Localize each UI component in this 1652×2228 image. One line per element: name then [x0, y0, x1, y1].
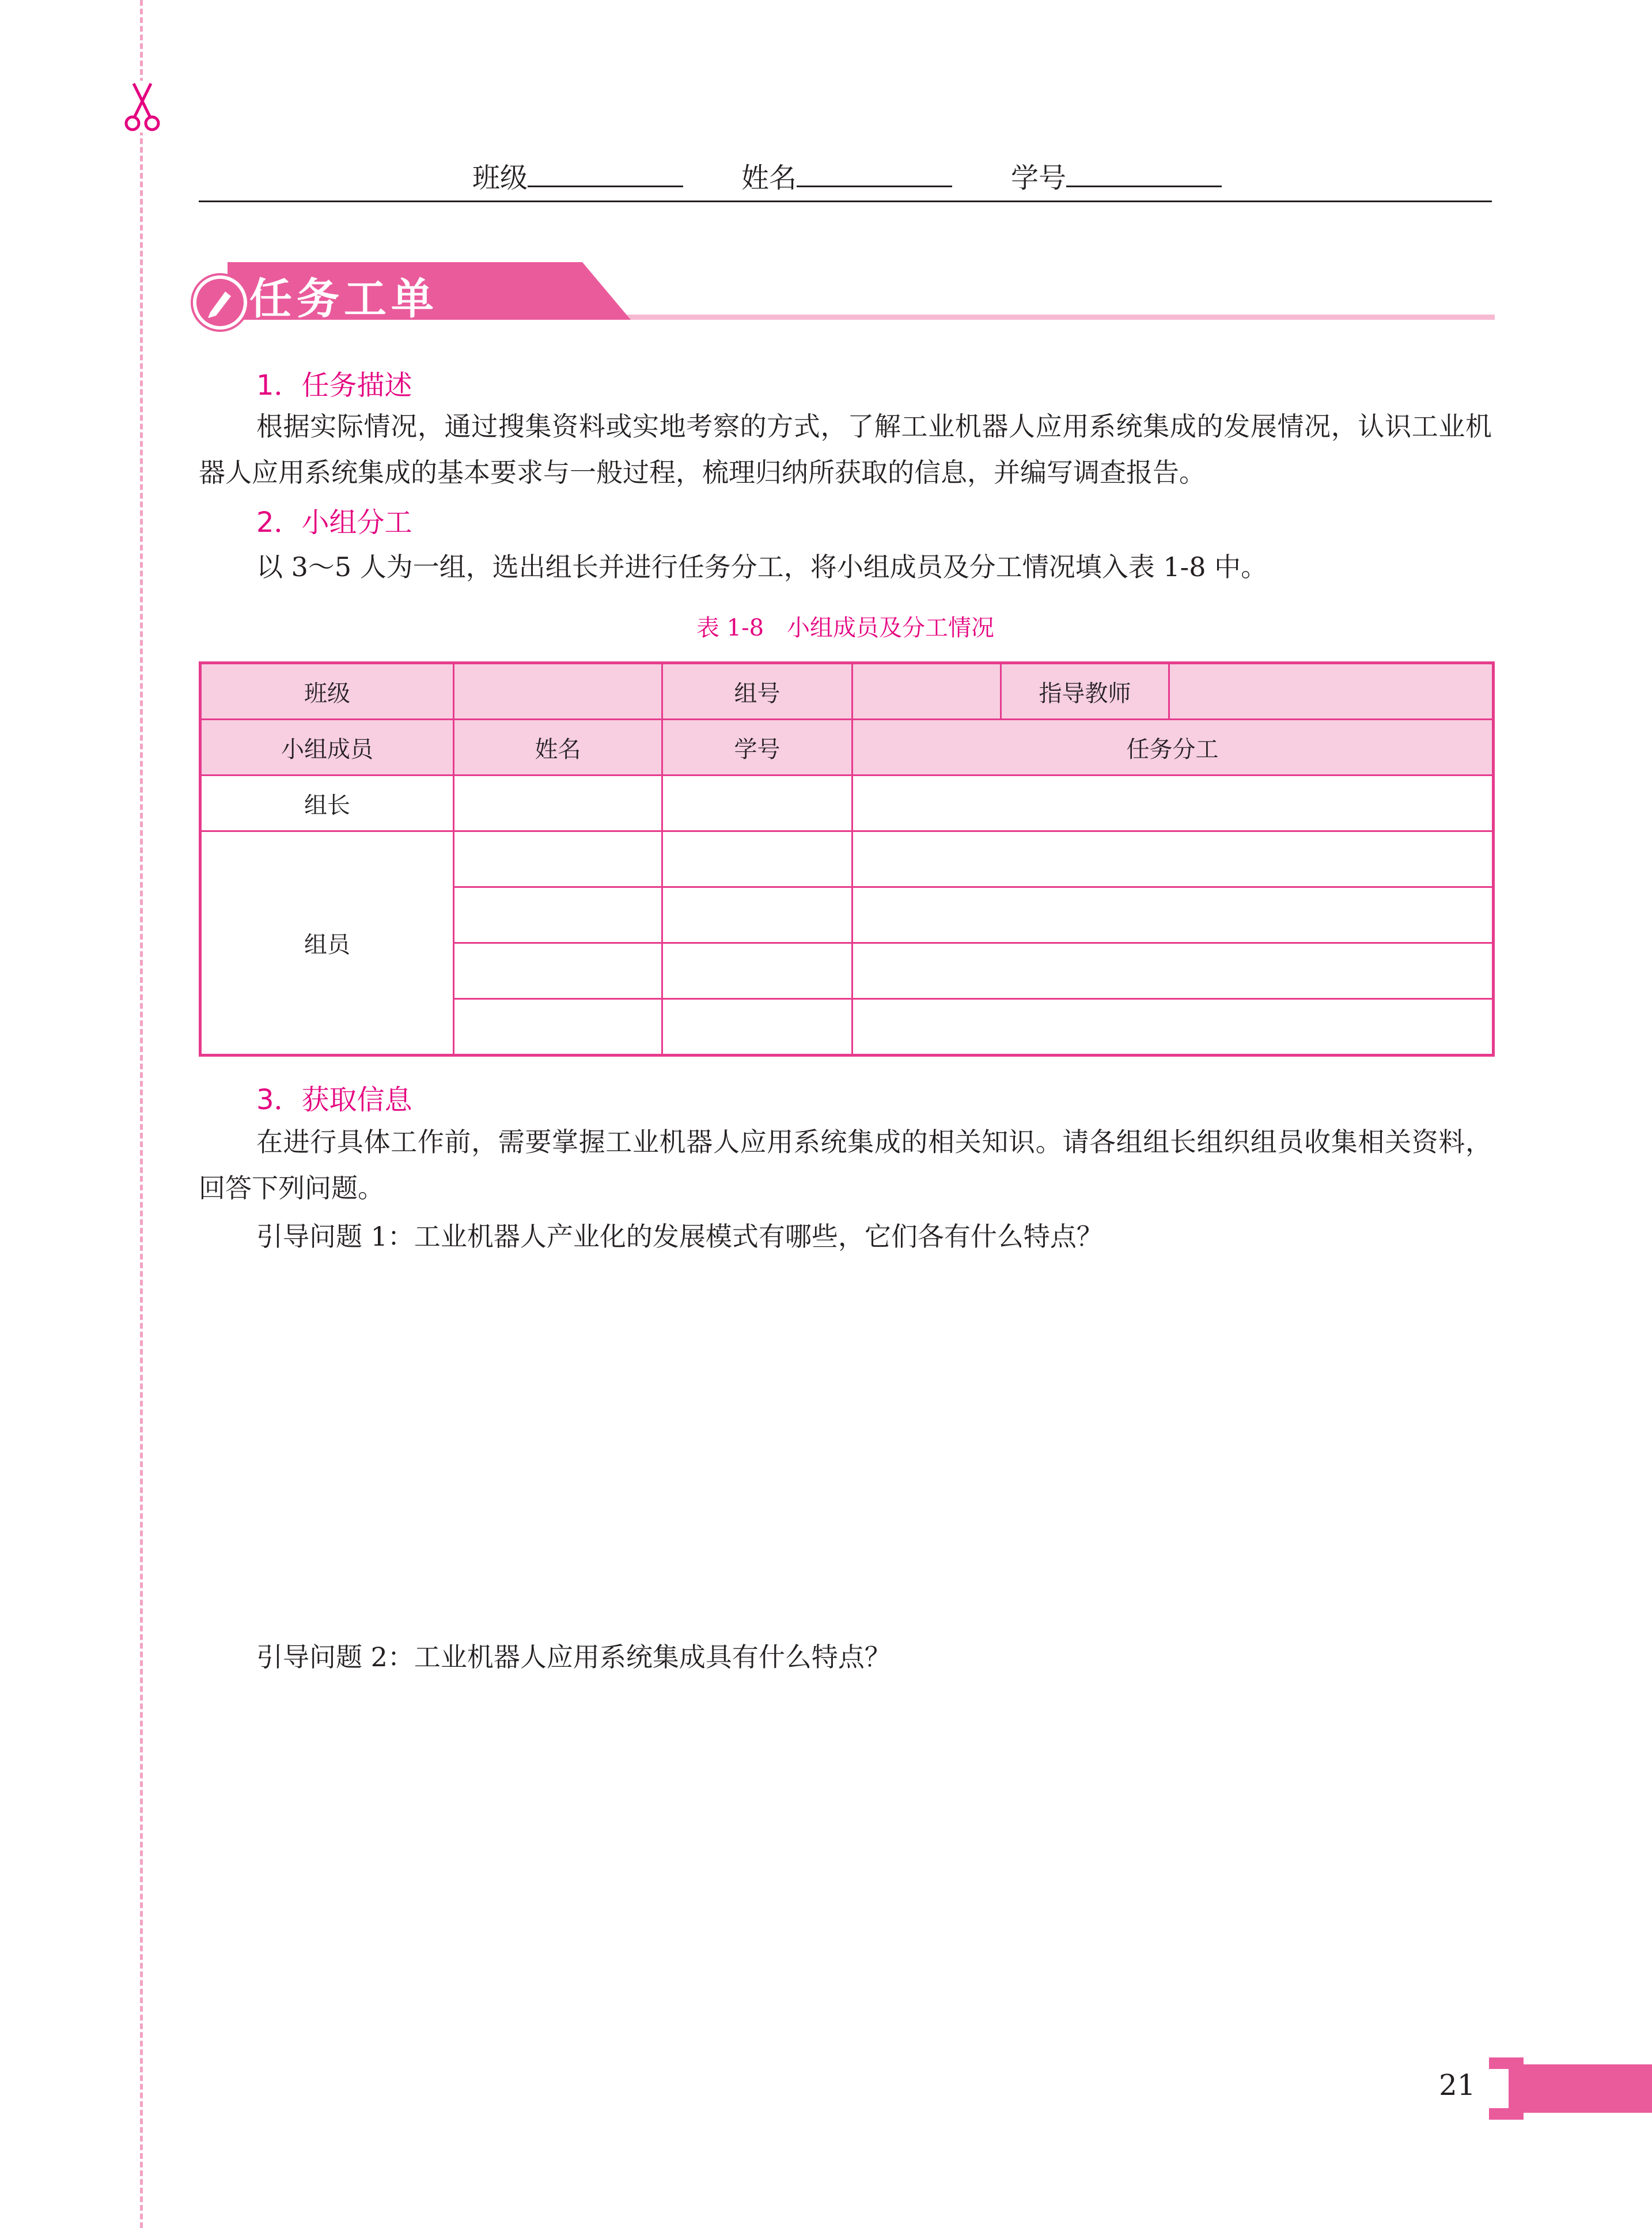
table-cell-input[interactable] [852, 831, 1494, 887]
section-2-paragraph: 以 3～5 人为一组，选出组长并进行任务分工，将小组成员及分工情况填入表 1-8 中。 [256, 551, 1268, 582]
student-info-header [199, 156, 1492, 202]
task-sheet-banner [193, 259, 1495, 328]
class-label: 班级 [472, 162, 528, 194]
student-id-blank[interactable] [1066, 158, 1222, 187]
table-cell-input[interactable] [454, 999, 662, 1056]
guiding-question-1: 引导问题 1：工业机器人产业化的发展模式有哪些，它们各有什么特点？ [256, 1221, 1103, 1252]
table-cell-input[interactable] [662, 776, 852, 831]
name-blank[interactable] [797, 158, 952, 187]
table-row [200, 776, 1494, 831]
page-number: 21 [1439, 2068, 1476, 2102]
table-cell-group-no-label: 组号 [662, 663, 852, 720]
table-cell-teacher-value[interactable] [1169, 663, 1494, 720]
section-3-heading: 3．获取信息 [256, 1084, 412, 1116]
table-cell-input[interactable] [662, 999, 852, 1056]
scissors-icon [122, 81, 162, 133]
section-2-heading: 2．小组分工 [256, 506, 412, 539]
section-1-heading: 1．任务描述 [256, 369, 412, 402]
table-cell-teacher-label: 指导教师 [1001, 663, 1169, 720]
table-row [200, 663, 1494, 720]
table-cell-input[interactable] [454, 776, 662, 831]
class-field[interactable] [472, 156, 683, 195]
table-header-task: 任务分工 [852, 720, 1494, 776]
student-id-label: 学号 [1011, 162, 1067, 194]
table-cell-leader: 组长 [200, 776, 454, 831]
table-cell-input[interactable] [662, 887, 852, 943]
table-cell-input[interactable] [454, 831, 662, 887]
table-cell-members: 组员 [200, 831, 454, 1056]
table-cell-group-no-value[interactable] [852, 663, 1001, 720]
table-cell-input[interactable] [852, 887, 1494, 943]
table-caption: 表 1-8 小组成员及分工情况 [696, 615, 995, 641]
table-header-member: 小组成员 [200, 720, 454, 776]
table-header-id: 学号 [662, 720, 852, 776]
table-cell-input[interactable] [454, 887, 662, 943]
group-members-table [199, 661, 1495, 1057]
table-row [200, 831, 1494, 887]
table-cell-input[interactable] [852, 999, 1494, 1056]
section-3-paragraph: 在进行具体工作前，需要掌握工业机器人应用系统集成的相关知识。请各组组长组织组员收集相关资料，回答下列问题。 [199, 1126, 1492, 1204]
table-cell-input[interactable] [852, 943, 1494, 999]
guiding-question-2: 引导问题 2：工业机器人应用系统集成具有什么特点？ [256, 1641, 891, 1673]
table-row [200, 720, 1494, 776]
table-cell-input[interactable] [662, 943, 852, 999]
table-cell-input[interactable] [852, 776, 1494, 831]
cut-guide-line [140, 0, 143, 2228]
page-tab-icon [1483, 2054, 1652, 2123]
table-cell-input[interactable] [454, 943, 662, 999]
table-cell-class-label: 班级 [200, 663, 454, 720]
banner-title: 任务工单 [249, 274, 438, 324]
class-blank[interactable] [528, 158, 683, 187]
name-label: 姓名 [741, 162, 797, 194]
table-cell-class-value[interactable] [454, 663, 662, 720]
table-header-name: 姓名 [454, 720, 662, 776]
student-id-field[interactable] [1011, 156, 1222, 195]
pencil-icon [193, 275, 247, 330]
section-1-paragraph: 根据实际情况，通过搜集资料或实地考察的方式，了解工业机器人应用系统集成的发展情况，认识工业机器人应用系统集成的基本要求与一般过程，梳理归纳所获取的信息，并编写调查报告。 [199, 411, 1492, 488]
header-divider [199, 201, 1492, 202]
table-cell-input[interactable] [662, 831, 852, 887]
name-field[interactable] [741, 156, 952, 195]
